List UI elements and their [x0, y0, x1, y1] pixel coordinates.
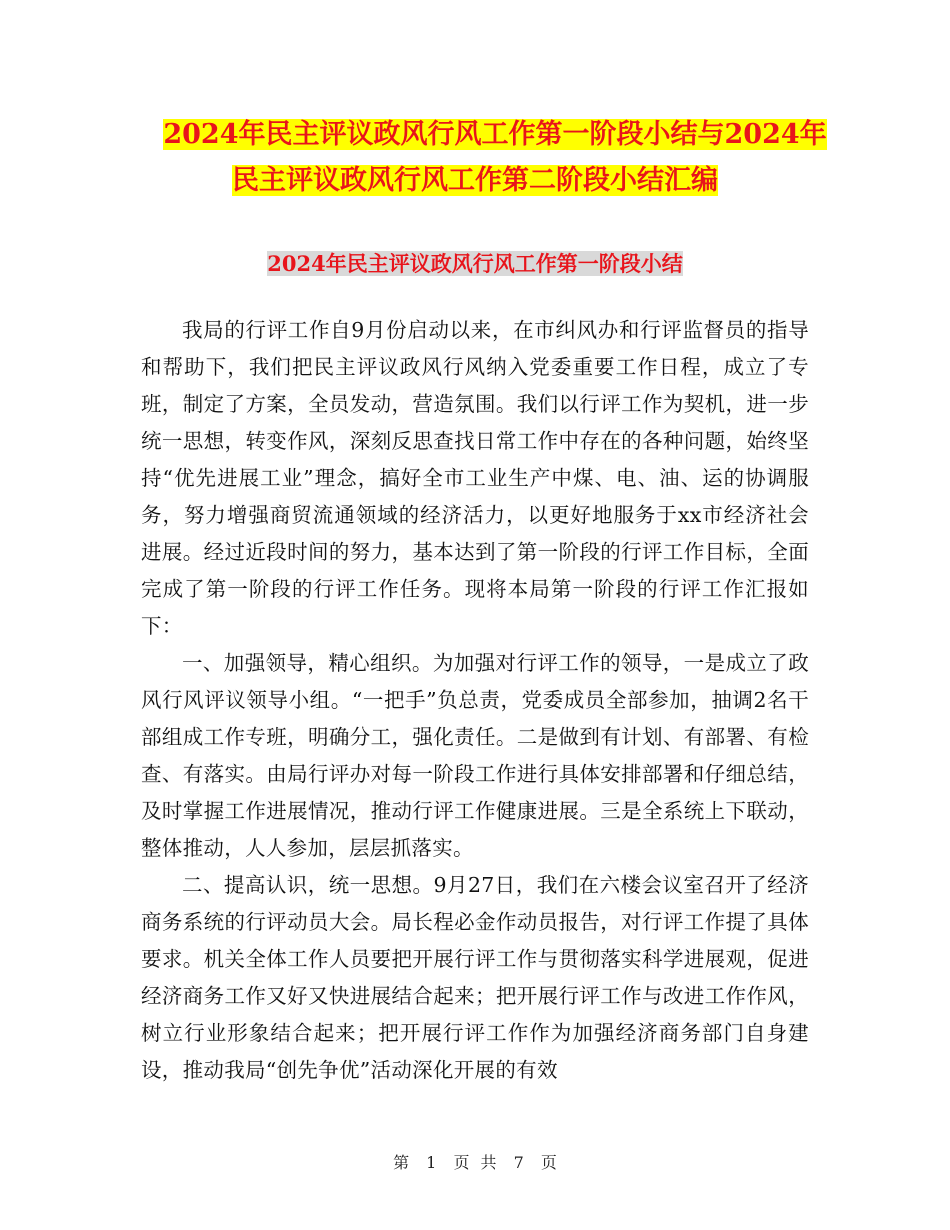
- paragraph-intro: 我局的行评工作自9月份启动以来，在市纠风办和行评监督员的指导和帮助下，我们把民主评议政风行风纳入党委重要工作日程，成立了专班，制定了方案，全员发动，营造氛围。我们以行评工作为契机，进一步统一思想，转变作风，深刻反思查找日常工作中存在的各种问题，始终坚持“优先进展工业”理念，搞好全市工业生产中煤、电、油、运的协调服务，努力增强商贸流通领域的经济活力，以更好地服务于xx市经济社会进展。经过近段时间的努力，基本达到了第一阶段的行评工作目标，全面完成了第一阶段的行评工作任务。现将本局第一阶段的行评工作汇报如下：: [141, 318, 809, 638]
- page-prefix: 第: [393, 1153, 410, 1172]
- document-title-line2: [0, 158, 950, 204]
- document-title-line1: [40, 112, 950, 158]
- page-mid: 页 共: [453, 1153, 497, 1172]
- page-suffix: 页: [540, 1153, 557, 1172]
- title-highlight-1: 2024年民主评议政风行风工作第一阶段小结与2024年: [163, 119, 827, 150]
- section-title: [0, 246, 950, 282]
- page-number: 1: [426, 1153, 437, 1172]
- paragraph-leadership: 一、加强领导，精心组织。为加强对行评工作的领导，一是成立了政风行风评议领导小组。“一把手”负总责，党委成员全部参加，抽调2名干部组成工作专班，明确分工，强化责任。二是做到有计划、有部署、有检查、有落实。由局行评办对每一阶段工作进行具体安排部署和仔细总结，及时掌握工作进展情况，推动行评工作健康进展。三是全系统上下联动，整体推动，人人参加，层层抓落实。: [141, 651, 809, 860]
- document-body: [141, 312, 809, 1089]
- page-footer: [0, 1150, 950, 1173]
- title-highlight-2: 民主评议政风行风工作第二阶段小结汇编: [232, 165, 718, 196]
- page-total: 7: [513, 1153, 524, 1172]
- paragraph-awareness: 二、提高认识，统一思想。9月27日，我们在六楼会议室召开了经济商务系统的行评动员大会。局长程必金作动员报告，对行评工作提了具体要求。机关全体工作人员要把开展行评工作与贯彻落实科学进展观，促进经济商务工作又好又快进展结合起来；把开展行评工作与改进工作作风，树立行业形象结合起来；把开展行评工作作为加强经济商务部门自身建设，推动我局“创先争优”活动深化开展的有效: [141, 873, 809, 1082]
- document-title: [0, 112, 950, 204]
- section-title-highlight: 2024年民主评议政风行风工作第一阶段小结: [267, 251, 683, 276]
